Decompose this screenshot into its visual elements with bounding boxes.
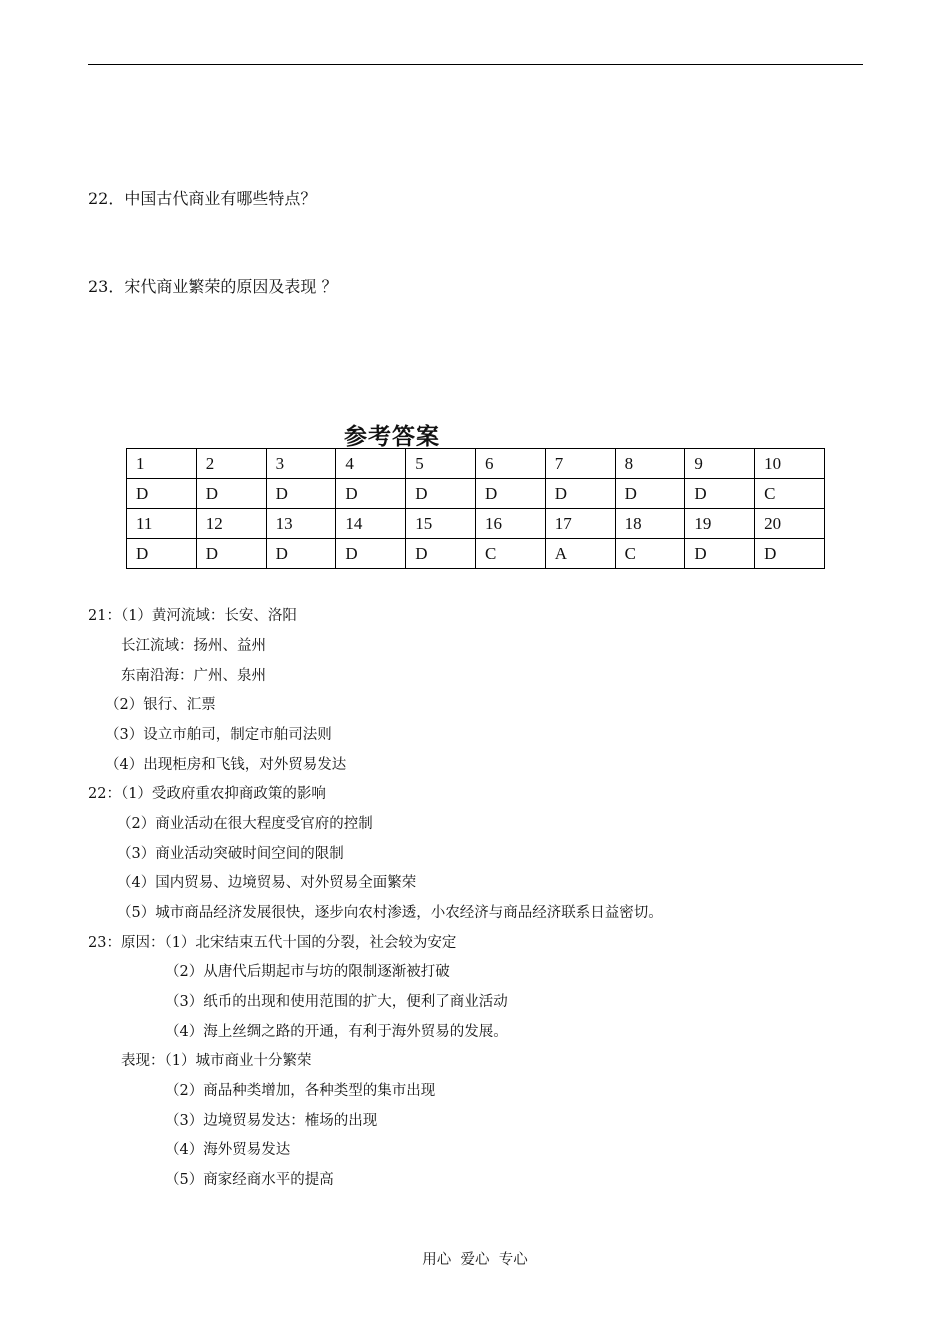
answer-22-line: （4）国内贸易、边境贸易、对外贸易全面繁荣: [117, 875, 417, 891]
answer-23-line: （4）海外贸易发达: [165, 1142, 291, 1158]
table-cell: 14: [336, 509, 406, 539]
table-cell: 8: [615, 449, 685, 479]
table-cell: C: [475, 539, 545, 569]
table-row: [127, 539, 825, 569]
table-cell: 11: [127, 509, 197, 539]
table-cell: D: [685, 479, 755, 509]
answer-21-line: （2）银行、汇票: [105, 697, 216, 713]
table-cell: D: [406, 479, 476, 509]
question-23: 23．宋代商业繁荣的原因及表现 ？: [88, 277, 338, 296]
answer-22-line: （2）商业活动在很大程度受官府的控制: [117, 816, 373, 832]
answer-21-line: 21：（1）黄河流域：长安、洛阳: [88, 608, 297, 624]
answer-title: 参考答案: [344, 424, 440, 450]
answer-21-line: 长江流域：扬州、益州: [121, 638, 266, 654]
answer-23-line: （5）商家经商水平的提高: [165, 1172, 334, 1188]
answer-23-line: （2）商品种类增加，各种类型的集市出现: [165, 1083, 436, 1099]
table-row: [127, 449, 825, 479]
answer-21-line: （3）设立市舶司，制定市舶司法则: [105, 727, 332, 743]
answer-23-line: 表现：（1）城市商业十分繁荣: [121, 1053, 312, 1069]
table-cell: 18: [615, 509, 685, 539]
answer-table: [126, 448, 825, 569]
answer-23-line: 23：原因：（1）北宋结束五代十国的分裂，社会较为安定: [88, 935, 457, 951]
table-cell: D: [127, 539, 197, 569]
table-cell: D: [336, 479, 406, 509]
answer-22-line: 22：（1）受政府重农抑商政策的影响: [88, 786, 326, 802]
table-cell: 5: [406, 449, 476, 479]
table-cell: 17: [545, 509, 615, 539]
answer-23-line: （3）边境贸易发达：榷场的出现: [165, 1113, 378, 1129]
table-cell: 20: [755, 509, 825, 539]
table-cell: D: [196, 539, 266, 569]
header-rule: [88, 64, 863, 65]
table-cell: 3: [266, 449, 336, 479]
table-cell: 2: [196, 449, 266, 479]
answer-22-line: （5）城市商品经济发展很快，逐步向农村渗透，小农经济与商品经济联系日益密切。: [117, 905, 663, 921]
table-row: [127, 479, 825, 509]
table-cell: 9: [685, 449, 755, 479]
table-cell: 12: [196, 509, 266, 539]
table-cell: 16: [475, 509, 545, 539]
table-cell: A: [545, 539, 615, 569]
table-cell: D: [615, 479, 685, 509]
table-cell: C: [755, 479, 825, 509]
table-cell: D: [266, 479, 336, 509]
answer-23-line: （4）海上丝绸之路的开通，有利于海外贸易的发展。: [165, 1024, 508, 1040]
table-cell: D: [755, 539, 825, 569]
table-cell: 7: [545, 449, 615, 479]
table-cell: D: [475, 479, 545, 509]
table-cell: 1: [127, 449, 197, 479]
table-row: [127, 509, 825, 539]
page-footer: 用心 爱心 专心: [422, 1252, 528, 1268]
table-cell: D: [406, 539, 476, 569]
table-cell: D: [336, 539, 406, 569]
table-cell: 13: [266, 509, 336, 539]
table-cell: 4: [336, 449, 406, 479]
table-cell: D: [545, 479, 615, 509]
table-cell: C: [615, 539, 685, 569]
table-cell: 10: [755, 449, 825, 479]
table-cell: 6: [475, 449, 545, 479]
answer-21-line: 东南沿海：广州、泉州: [121, 668, 266, 684]
table-cell: D: [266, 539, 336, 569]
table-cell: D: [196, 479, 266, 509]
table-cell: 15: [406, 509, 476, 539]
answer-22-line: （3）商业活动突破时间空间的限制: [117, 846, 344, 862]
table-cell: D: [685, 539, 755, 569]
answer-23-line: （3）纸币的出现和使用范围的扩大，便利了商业活动: [165, 994, 508, 1010]
table-cell: 19: [685, 509, 755, 539]
table-cell: D: [127, 479, 197, 509]
answer-23-line: （2）从唐代后期起市与坊的限制逐渐被打破: [165, 964, 450, 980]
question-22: 22．中国古代商业有哪些特点？: [88, 189, 317, 208]
answer-21-line: （4）出现柜房和飞钱，对外贸易发达: [105, 757, 347, 773]
